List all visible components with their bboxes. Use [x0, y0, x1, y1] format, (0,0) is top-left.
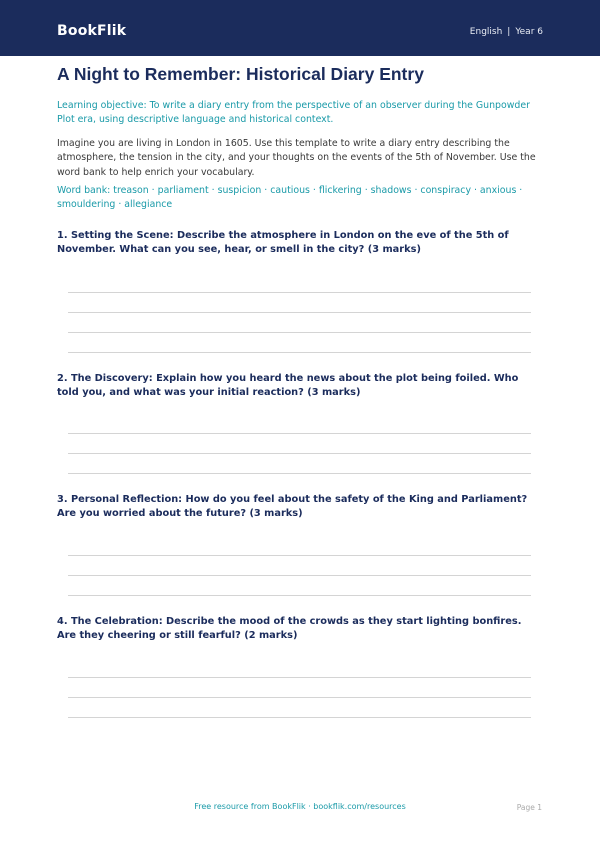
- answer-line[interactable]: [68, 433, 531, 434]
- answer-line[interactable]: [68, 473, 531, 474]
- year-label: Year 6: [515, 27, 543, 37]
- intro-paragraph: Imagine you are living in London in 1605. Use this template to write a diary entry describing the atmosphere, the tension in the city, and your thoughts on the events of the 5th of November. Use the word bank to help enrich your vocabulary.: [57, 138, 536, 178]
- meta-separator: |: [507, 27, 511, 37]
- answer-line[interactable]: [68, 312, 531, 313]
- answer-line[interactable]: [68, 292, 531, 293]
- answer-line[interactable]: [68, 555, 531, 556]
- answer-line[interactable]: [68, 677, 531, 678]
- answer-line[interactable]: [68, 332, 531, 333]
- page-header: [0, 0, 600, 56]
- footer-resource-link[interactable]: Free resource from BookFlik · bookflik.com/resources: [194, 802, 406, 811]
- question-1: 1. Setting the Scene: Describe the atmosphere in London on the eve of the 5th of November. What can you see, hear, or smell in the city? (3 marks): [57, 230, 509, 256]
- learning-objective: Learning objective: To write a diary entry from the perspective of an observer during the Gunpowder Plot era, using descriptive language and historical context.: [57, 100, 530, 125]
- question-3: 3. Personal Reflection: How do you feel about the safety of the King and Parliament? Are you worried about the future? (3 marks): [57, 494, 528, 520]
- page-number: Page 1: [516, 803, 542, 812]
- answer-line[interactable]: [68, 717, 531, 718]
- header-meta: [470, 27, 543, 37]
- word-bank: Word bank: treason · parliament · suspicion · cautious · flickering · shadows · conspiracy · anxious · smouldering · allegiance: [57, 185, 523, 211]
- answer-line[interactable]: [68, 595, 531, 596]
- brand-logo: BookFlik: [57, 23, 127, 39]
- question-2: 2. The Discovery: Explain how you heard the news about the plot being foiled. Who told you, and what was your initial reaction? (3 marks): [57, 373, 519, 399]
- answer-line[interactable]: [68, 697, 531, 698]
- answer-line[interactable]: [68, 453, 531, 454]
- question-4: 4. The Celebration: Describe the mood of the crowds as they start lighting bonfires. Are they cheering or still fearful? (2 marks): [57, 616, 522, 642]
- page-title: A Night to Remember: Historical Diary Entry: [57, 64, 424, 84]
- subject-label: English: [469, 27, 503, 37]
- answer-line[interactable]: [68, 575, 531, 576]
- answer-line[interactable]: [68, 352, 531, 353]
